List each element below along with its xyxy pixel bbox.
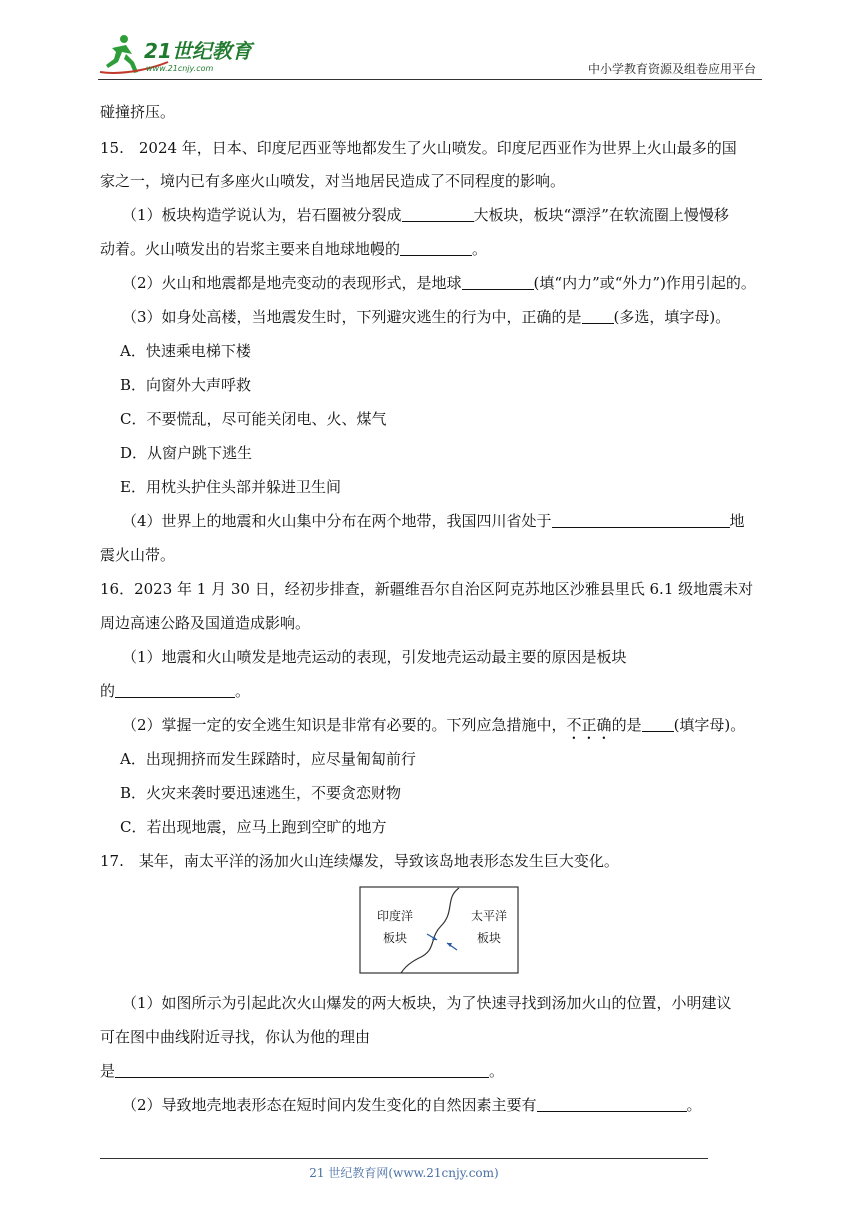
- option-b: B．火灾来袭时要迅速逃生，不要贪恋财物: [120, 784, 402, 802]
- site-logo: [98, 32, 278, 76]
- page-header: [98, 30, 762, 78]
- indian-plate-label-2: 板块: [383, 931, 408, 945]
- emphasized-text: 不正确: [566, 716, 612, 734]
- option-c: C．不要慌乱，尽可能关闭电、火、煤气: [120, 410, 387, 428]
- question-15-part-1-cont: 动着。火山喷发出的岩浆主要来自地球地幔的 。: [100, 240, 488, 258]
- question-15-part-2: （2）火山和地震都是地壳变动的表现形式，是地球 (填“内力”或“外力”)作用引起的。: [122, 274, 756, 292]
- answer-blank[interactable]: [537, 1095, 687, 1112]
- answer-blank[interactable]: [115, 1061, 489, 1078]
- footer-divider: [100, 1158, 708, 1159]
- question-17-stem: 17. 某年，南太平洋的汤加火山连续爆发，导致该岛地表形态发生巨大变化。: [100, 852, 619, 870]
- option-d: D．从窗户跳下逃生: [120, 444, 253, 462]
- answer-blank[interactable]: [115, 681, 235, 698]
- svg-text:21世纪教育: 21世纪教育: [144, 39, 252, 63]
- question-15-part-4-cont: 震火山带。: [100, 546, 176, 564]
- option-b: B．向窗外大声呼救: [120, 376, 252, 394]
- pacific-plate-label-1: 太平洋: [471, 909, 508, 923]
- question-15-part-1: （1）板块构造学说认为，岩石圈被分裂成 大板块，板块“漂浮”在软流圈上慢慢移: [122, 206, 729, 224]
- question-16-part-1-cont: 的 。: [100, 682, 251, 700]
- question-17-part-1-answer: 是 。: [100, 1062, 505, 1080]
- question-15-part-4: （4）世界上的地震和火山集中分布在两个地带，我国四川省处于 地: [122, 512, 745, 530]
- answer-blank[interactable]: [642, 715, 674, 732]
- plate-boundary-diagram: [359, 886, 519, 974]
- question-15-stem-2: 家之一，境内已有多座火山喷发，对当地居民造成了不同程度的影响。: [100, 172, 566, 190]
- question-17-part-1: （1）如图所示为引起此次火山爆发的两大板块，为了快速寻找到汤加火山的位置，小明建议: [122, 994, 732, 1012]
- diagram-frame: [360, 887, 518, 973]
- footer-text: 21 世纪教育网(www.21cnjy.com): [309, 1166, 499, 1180]
- indian-plate-label-1: 印度洋: [377, 909, 414, 923]
- answer-blank[interactable]: [552, 511, 730, 528]
- answer-blank[interactable]: [462, 273, 534, 290]
- answer-blank[interactable]: [402, 205, 474, 222]
- text-line: 碰撞挤压。: [100, 103, 176, 121]
- option-a: A．出现拥挤而发生踩踏时，应尽量匍匐前行: [120, 750, 416, 768]
- question-17-part-2: （2）导致地壳地表形态在短时间内发生变化的自然因素主要有 。: [122, 1096, 702, 1114]
- answer-blank[interactable]: [400, 239, 472, 256]
- option-a: A．快速乘电梯下楼: [120, 342, 251, 360]
- question-17-part-1-cont: 可在图中曲线附近寻找，你认为他的理由: [100, 1028, 371, 1046]
- option-e: E．用枕头护住头部并躲进卫生间: [120, 478, 341, 496]
- pacific-plate-label-2: 板块: [477, 931, 502, 945]
- question-16-part-1: （1）地震和火山喷发是地壳运动的表现，引发地壳运动最主要的原因是板块: [122, 648, 627, 666]
- question-16-stem-2: 周边高速公路及国道造成影响。: [100, 614, 311, 632]
- question-16-stem-1: 16．2023 年 1 月 30 日，经初步排查，新疆维吾尔自治区阿克苏地区沙雅县里氏 6.1 级地震未对: [100, 580, 754, 598]
- question-16-part-2: （2）掌握一定的安全逃生知识是非常有必要的。下列应急措施中，不正确的是 (填字母)。: [122, 716, 746, 734]
- svg-text:www.21cnjy.com: www.21cnjy.com: [146, 64, 214, 73]
- option-c: C．若出现地震，应马上跑到空旷的地方: [120, 818, 387, 836]
- question-15-stem-1: 15. 2024 年，日本、印度尼西亚等地都发生了火山喷发。印度尼西亚作为世界上火山最多的国: [100, 139, 737, 157]
- answer-blank[interactable]: [582, 307, 614, 324]
- header-divider: [98, 79, 762, 80]
- header-platform-text: 中小学教育资源及组卷应用平台: [587, 62, 756, 76]
- question-15-part-3: （3）如身处高楼，当地震发生时，下列避灾逃生的行为中，正确的是 (多选，填字母)。: [122, 308, 731, 326]
